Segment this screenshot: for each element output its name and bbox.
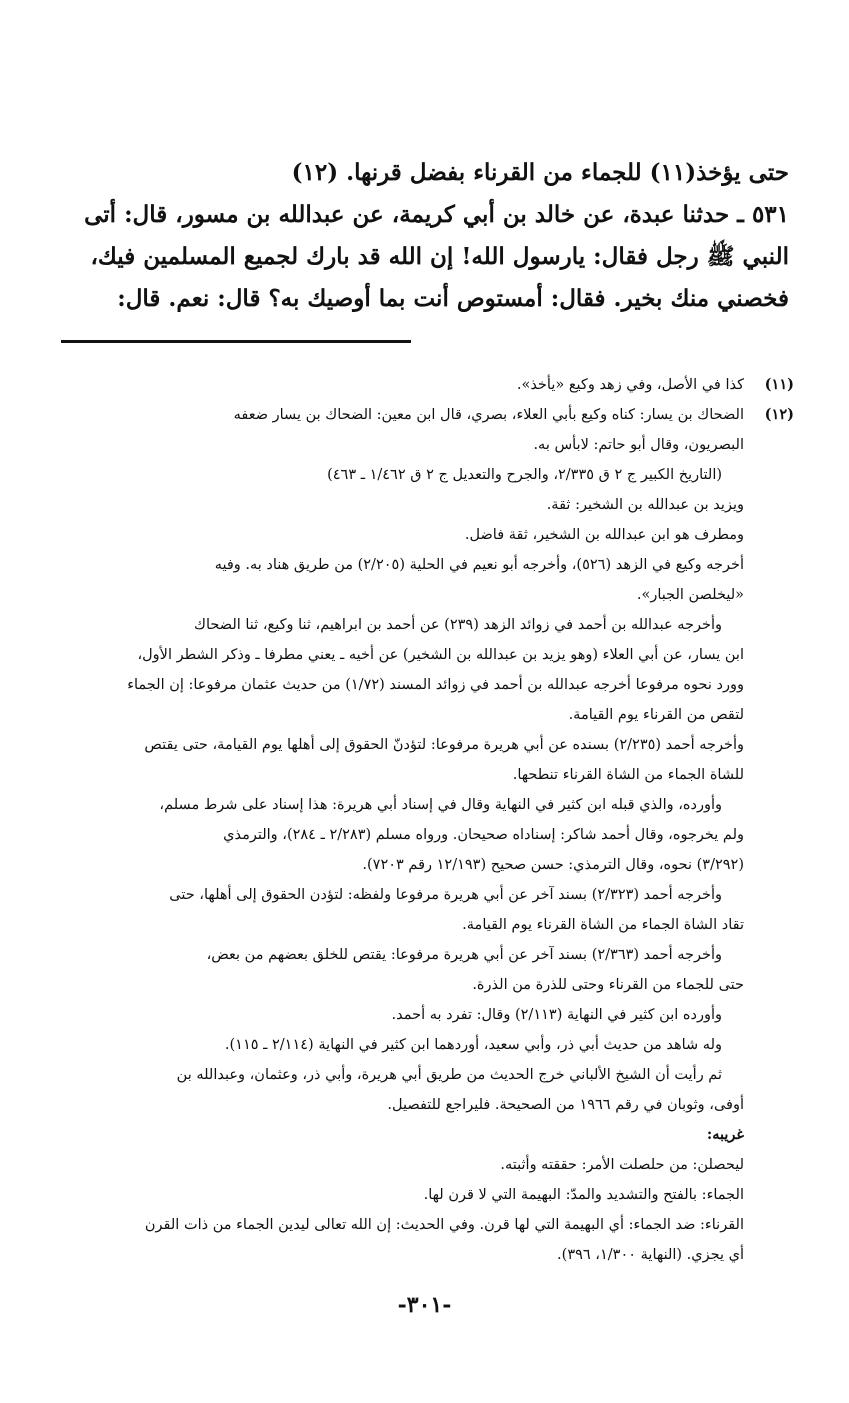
footnote-line: الجماء: بالفتح والتشديد والمدّ: البهيمة التي لا قرن لها. (423, 1187, 744, 1203)
footnote-text: كذا في الأصل، وفي زهد وكيع «يأخذ». (516, 377, 744, 393)
footnote-line: وورد نحوه مرفوعا أخرجه عبدالله بن أحمد في زوائد المسند (١/٧٢) من حديث عثمان مرفوعا: إن الجماء (127, 677, 744, 693)
main-line: النبي ﷺ رجل فقال: يارسول الله! إن الله قد بارك لجميع المسلمين فيك، (90, 243, 789, 270)
footnote-line: وله شاهد من حديث أبي ذر، وأبي سعيد، أوردهما ابن كثير في النهاية (٢/١١٤ ـ ١١٥). (224, 1037, 722, 1053)
footnote-line: وأخرجه أحمد (٢/٣٦٣) بسند آخر عن أبي هريرة مرفوعا: يقتص للخلق بعضهم من بعض، (206, 947, 722, 963)
footnote-line: البصريون، وقال أبو حاتم: لابأس به. (533, 437, 744, 453)
footnote-number: (١١) (764, 376, 794, 393)
footnote-line: «ليخلصن الجبار». (636, 587, 744, 603)
footnote-line: أي يجزي. (النهاية ١/٣٠٠، ٣٩٦). (557, 1247, 744, 1263)
footnote-line: ومطرف هو ابن عبدالله بن الشخير، ثقة فاضل. (464, 527, 744, 543)
footnote-text: الضحاك بن يسار: كناه وكيع بأبي العلاء، بصري، قال ابن معين: الضحاك بن يسار ضعفه (233, 407, 744, 423)
footnote-line: (التاريخ الكبير ج ٢ ق ٢/٣٣٥، والجرح والتعديل ج ٢ ق ١/٤٦٢ ـ ٤٦٣) (327, 467, 722, 483)
footnote-line: تقاد الشاة الجماء من الشاة القرناء يوم القيامة. (462, 917, 744, 933)
footnote-line: ابن يسار، عن أبي العلاء (وهو يزيد بن عبدالله بن الشخير) عن أخيه ـ يعني مطرفا ـ وذكر الشطر الأول، (137, 647, 744, 663)
footnote-line: حتى للجماء من القرناء وحتى للذرة من الذرة. (472, 977, 744, 993)
footnote-line: وأخرجه أحمد (٢/٣٢٣) بسند آخر عن أبي هريرة مرفوعا ولفظه: لتؤدن الحقوق إلى أهلها، حتى (169, 887, 722, 903)
footnote-heading: غريبه: (706, 1126, 744, 1143)
footnote-line: ويزيد بن عبدالله بن الشخير: ثقة. (546, 497, 744, 513)
main-line: فخصني منك بخير. فقال: أمستوص أنت بما أوصيك به؟ قال: نعم. قال: (117, 285, 789, 312)
footnote-line: ولم يخرجوه، وقال أحمد شاكر: إسناداه صحيحان. ورواه مسلم (٢/٢٨٣ ـ ٢٨٤)، والترمذي (223, 827, 744, 843)
footnote-line: ليحصلن: من حلصلت الأمر: حققته وأثبته. (500, 1157, 744, 1173)
main-line: ٥٣١ ـ حدثنا عبدة، عن خالد بن أبي كريمة، عن عبدالله بن مسور، قال: أتى (84, 201, 789, 228)
footnote-number: (١٢) (764, 406, 794, 423)
page-number: -٣٠١- (397, 1292, 452, 1318)
footnote-line: وأخرجه أحمد (٢/٢٣٥) بسنده عن أبي هريرة مرفوعا: لتؤدنّ الحقوق إلى أهلها يوم القيامة، حتى يقتص (144, 737, 744, 753)
footnote-12 (44, 400, 794, 430)
footnotes (44, 370, 794, 1270)
footnote-line: (٣/٢٩٢) نحوه، وقال الترمذي: حسن صحيح (١٢/١٩٣ رقم ٧٢٠٣). (362, 857, 744, 873)
footnote-line: ثم رأيت أن الشيخ الألباني خرج الحديث من طريق أبي هريرة، وأبي ذر، وعثمان، وعبدالله بن (176, 1067, 722, 1083)
main-line: حتى يؤخذ(١١) للجماء من القرناء بفضل قرنها. (١٢) (291, 159, 789, 186)
footnote-line: وأخرجه عبدالله بن أحمد في زوائد الزهد (٢٣٩) عن أحمد بن ابراهيم، ثنا وكيع، ثنا الضحاك (194, 617, 722, 633)
footnote-line: أخرجه وكيع في الزهد (٥٢٦)، وأخرجه أبو نعيم في الحلية (٢/٢٠٥) من طريق هناد به. وفيه (214, 557, 744, 573)
footnote-separator (61, 340, 411, 343)
footnote-line: أوفى، وثوبان في رقم ١٩٦٦ من الصحيحة. فليراجع للتفصيل. (387, 1097, 744, 1113)
footnote-line: لتقص من القرناء يوم القيامة. (568, 707, 744, 723)
footnote-line: القرناء: ضد الجماء: أي البهيمة التي لها قرن. وفي الحديث: إن الله تعالى ليدين الجماء من ذات القرن (144, 1217, 744, 1233)
footnote-line: وأورده، والذي قبله ابن كثير في النهاية وقال في إسناد أبي هريرة: هذا إسناد على شرط مسلم، (159, 797, 722, 813)
main-text (54, 152, 789, 320)
footnote-line: وأورده ابن كثير في النهاية (٢/١١٣) وقال: تفرد به أحمد. (391, 1007, 722, 1023)
footnote-11 (44, 370, 794, 400)
footnote-line: للشاة الجماء من الشاة القرناء تنطحها. (512, 767, 744, 783)
